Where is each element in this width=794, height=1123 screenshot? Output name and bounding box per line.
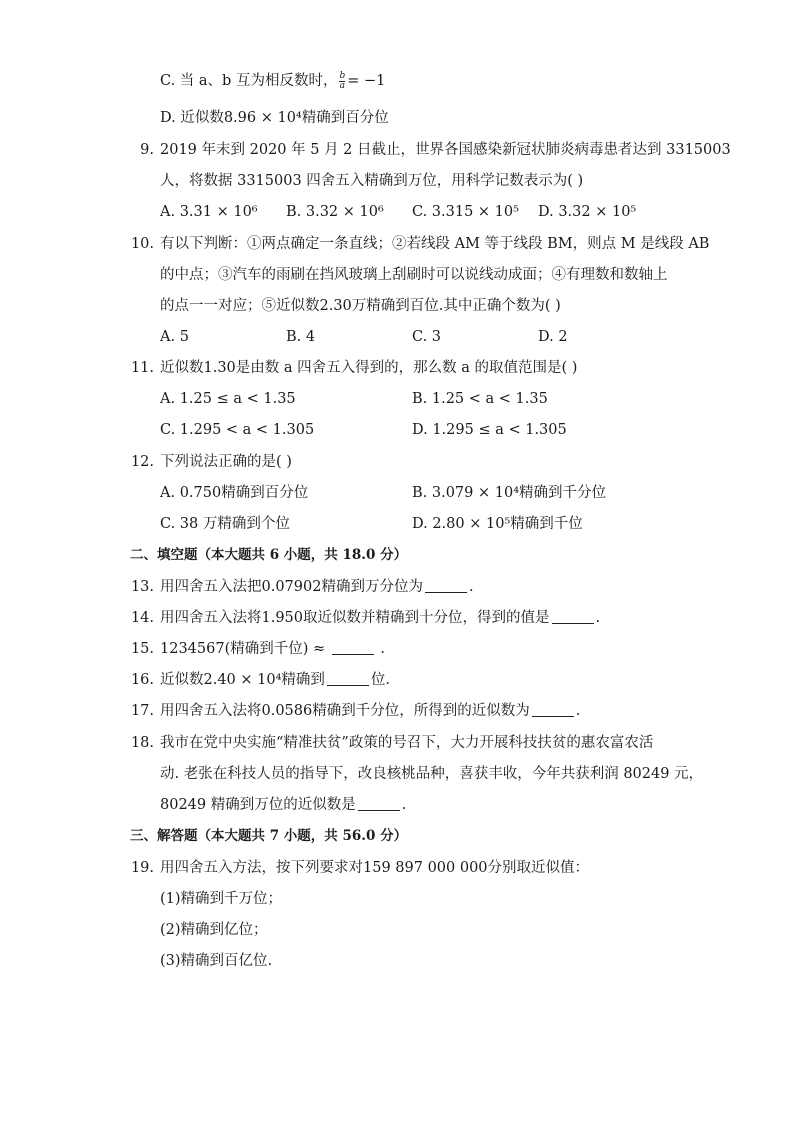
q10-line2: 的中点；③汽车的雨刷在挡风玻璃上刮刷时可以说线动成面；④有理数和数轴上 bbox=[160, 267, 668, 283]
q8-option-c-tail: = −1 bbox=[347, 73, 386, 89]
q18-line3 bbox=[160, 795, 406, 815]
q11-option-d: D. 1.295 ≤ a < 1.305 bbox=[412, 422, 567, 438]
q16-text bbox=[160, 670, 390, 690]
q14-text bbox=[160, 608, 600, 628]
q12-line1: 下列说法正确的是( ) bbox=[160, 454, 292, 470]
q11-line1: 近似数1.30是由数 a 四舍五入得到的，那么数 a 的取值范围是( ) bbox=[160, 360, 578, 376]
q9-option-d: D. 3.32 × 10⁵ bbox=[538, 204, 637, 220]
q17-text-b: . bbox=[575, 703, 581, 719]
q18-text-b: . bbox=[401, 797, 407, 813]
q16-text-a: 近似数2.40 × 10⁴精确到 bbox=[160, 672, 325, 688]
q10-option-a: A. 5 bbox=[160, 329, 189, 345]
q8-option-c-text: C. 当 a、b 互为相反数时， bbox=[160, 73, 338, 89]
q17-text-a: 用四舍五入法将0.0586精确到千分位，所得到的近似数为 bbox=[160, 703, 530, 719]
q8-option-d: D. 近似数8.96 × 10⁴精确到百分位 bbox=[160, 110, 389, 126]
q9-number: 9. bbox=[140, 142, 154, 158]
q11-option-b: B. 1.25 < a < 1.35 bbox=[412, 391, 548, 407]
q14-text-a: 用四舍五入法将1.950取近似数并精确到十分位，得到的值是 bbox=[160, 610, 550, 626]
q18-line1: 我市在党中央实施“精准扶贫”政策的号召下，大力开展科技扶贫的惠农富农活 bbox=[160, 735, 654, 751]
q19-subquestion-3: (3)精确到百亿位. bbox=[160, 953, 273, 969]
q13-text-a: 用四舍五入法把0.07902精确到万分位为 bbox=[160, 579, 423, 595]
q15-number: 15. bbox=[130, 641, 154, 657]
q14-text-b: . bbox=[595, 610, 601, 626]
q13-answer-blank[interactable] bbox=[425, 578, 467, 593]
q12-option-d: D. 2.80 × 10⁵精确到千位 bbox=[412, 516, 583, 532]
q10-option-c: C. 3 bbox=[412, 329, 442, 345]
q11-option-a: A. 1.25 ≤ a < 1.35 bbox=[160, 391, 296, 407]
q16-text-b: 位. bbox=[370, 672, 391, 688]
q19-number: 19. bbox=[130, 860, 154, 876]
q11-option-c: C. 1.295 < a < 1.305 bbox=[160, 422, 315, 438]
q12-number: 12. bbox=[130, 454, 154, 470]
fraction-denominator: a bbox=[339, 80, 346, 91]
q18-text-a: 80249 精确到万位的近似数是 bbox=[160, 797, 356, 813]
q9-option-a: A. 3.31 × 10⁶ bbox=[160, 204, 258, 220]
fraction-b-over-a bbox=[339, 72, 345, 91]
q19-subquestion-2: (2)精确到亿位； bbox=[160, 922, 268, 938]
q15-text bbox=[160, 639, 385, 659]
q8-option-c bbox=[160, 71, 385, 91]
q18-line2: 动. 老张在科技人员的指导下，改良核桃品种，喜获丰收，今年共获利润 80249 元， bbox=[160, 766, 704, 782]
q10-line3: 的点一一对应；⑤近似数2.30万精确到百位.其中正确个数为( ) bbox=[160, 298, 561, 314]
q15-answer-blank[interactable] bbox=[332, 640, 374, 655]
q10-option-b: B. 4 bbox=[286, 329, 316, 345]
fraction-numerator: b bbox=[339, 70, 346, 81]
q18-answer-blank[interactable] bbox=[358, 796, 400, 811]
q19-line1: 用四舍五入方法，按下列要求对159 897 000 000分别取近似值： bbox=[160, 860, 590, 876]
q9-line2: 人，将数据 3315003 四舍五入精确到万位，用科学记数表示为( ) bbox=[160, 173, 584, 189]
section-fill-in-blank-heading: 二、填空题（本大题共 6 小题，共 18.0 分） bbox=[130, 547, 408, 563]
q15-text-a: 1234567(精确到千位) ≈ bbox=[160, 641, 330, 657]
q10-line1: 有以下判断：①两点确定一条直线；②若线段 AM 等于线段 BM，则点 M 是线段 AB bbox=[160, 236, 710, 252]
q18-number: 18. bbox=[130, 735, 154, 751]
q17-text bbox=[160, 701, 580, 721]
q17-number: 17. bbox=[130, 703, 154, 719]
q13-text bbox=[160, 577, 474, 597]
q19-subquestion-1: (1)精确到千万位； bbox=[160, 891, 283, 907]
q15-text-b: . bbox=[375, 641, 385, 657]
q10-number: 10. bbox=[130, 236, 154, 252]
q16-number: 16. bbox=[130, 672, 154, 688]
q12-option-c: C. 38 万精确到个位 bbox=[160, 516, 290, 532]
q9-option-c: C. 3.315 × 10⁵ bbox=[412, 204, 519, 220]
q12-option-a: A. 0.750精确到百分位 bbox=[160, 485, 309, 501]
q9-line1: 2019 年末到 2020 年 5 月 2 日截止，世界各国感染新冠状肺炎病毒患者达到 3315003 bbox=[160, 142, 731, 158]
q11-number: 11. bbox=[130, 360, 154, 376]
section-solve-heading: 三、解答题（本大题共 7 小题，共 56.0 分） bbox=[130, 828, 408, 844]
q17-answer-blank[interactable] bbox=[532, 702, 574, 717]
q13-number: 13. bbox=[130, 579, 154, 595]
q12-option-b: B. 3.079 × 10⁴精确到千分位 bbox=[412, 485, 607, 501]
q14-answer-blank[interactable] bbox=[552, 609, 594, 624]
q10-option-d: D. 2 bbox=[538, 329, 568, 345]
q14-number: 14. bbox=[130, 610, 154, 626]
q16-answer-blank[interactable] bbox=[327, 671, 369, 686]
q9-option-b: B. 3.32 × 10⁶ bbox=[286, 204, 384, 220]
q13-text-b: . bbox=[468, 579, 474, 595]
